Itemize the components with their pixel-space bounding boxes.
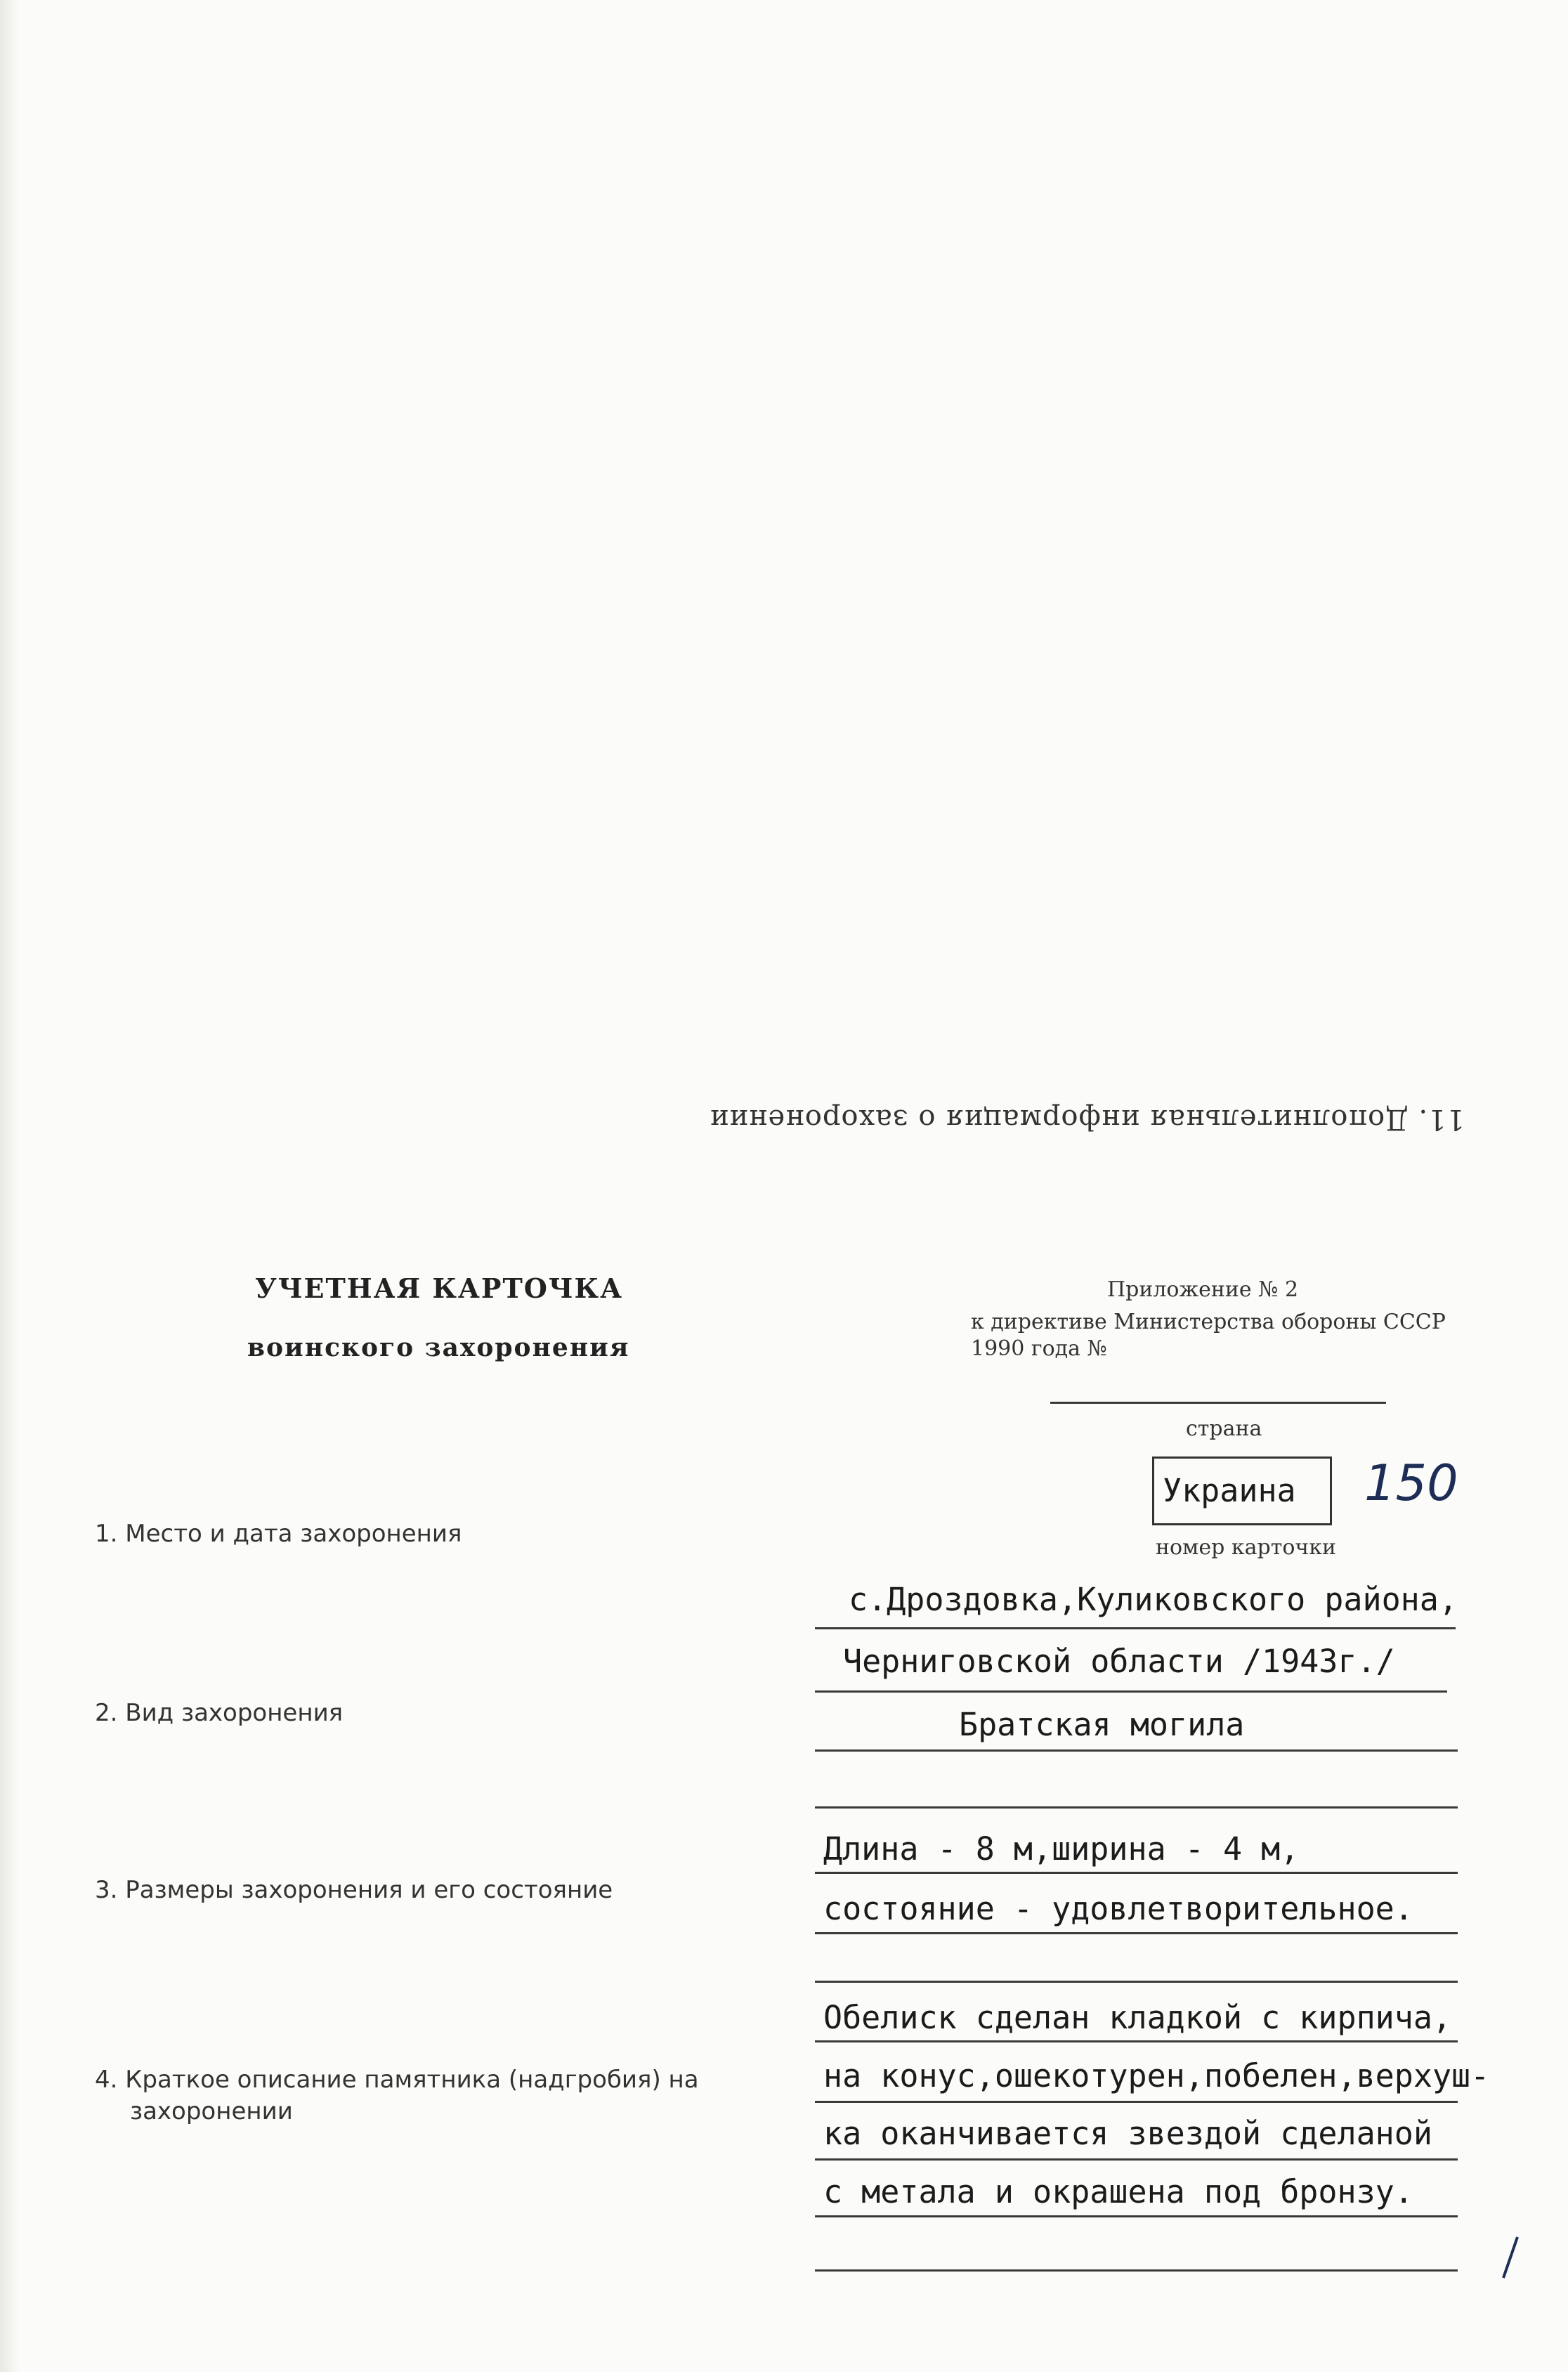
- field-place-date-line-2: Черниговской области /1943г./: [843, 1643, 1395, 1680]
- field-type-label: 2. Вид захоронения: [95, 1699, 344, 1727]
- field-size-line-2: состояние - удовлетворительное.: [823, 1890, 1413, 1927]
- country-value: Украина: [1163, 1472, 1296, 1509]
- field-monument-rule-3: [815, 2158, 1458, 2161]
- field-type-line-1: Братская могила: [959, 1706, 1245, 1743]
- field-monument-rule-1: [815, 2040, 1458, 2042]
- field-size-rule-2: [815, 1932, 1458, 1934]
- field-size-rule-1: [815, 1872, 1458, 1874]
- field-monument-rule-5: [815, 2269, 1458, 2272]
- field-monument-rule-4: [815, 2215, 1458, 2217]
- country-rule: [1050, 1402, 1386, 1404]
- paper-left-edge: [0, 0, 20, 2372]
- field-place-date-label: 1. Место и дата захоронения: [95, 1520, 462, 1548]
- field-monument-rule-2: [815, 2101, 1458, 2103]
- card-number-caption: номер карточки: [1156, 1535, 1336, 1560]
- field-type-rule-1: [815, 1749, 1458, 1752]
- field-monument-line-2: на конус,ошекотурен,побелен,верхуш-: [823, 2057, 1490, 2094]
- field-monument-label-line-1: 4. Краткое описание памятника (надгробия) на: [95, 2066, 699, 2094]
- handwritten-card-number: 150: [1364, 1454, 1458, 1512]
- appendix-year: 1990 года №: [971, 1336, 1107, 1361]
- appendix-number: Приложение № 2: [1107, 1277, 1299, 1302]
- reversed-section-heading: 11. Дополнительная информация о захоронении: [709, 1103, 1465, 1135]
- field-monument-line-1: Обелиск сделан кладкой с кирпича,: [823, 1999, 1452, 2036]
- country-caption: страна: [1186, 1416, 1262, 1441]
- card-title: УЧЕТНАЯ КАРТОЧКА: [255, 1272, 624, 1304]
- field-place-date-rule-2: [815, 1690, 1447, 1693]
- field-type-rule-2: [815, 1806, 1458, 1809]
- field-monument-line-3: ка оканчивается звездой сделаной: [823, 2115, 1432, 2152]
- field-place-date-line-1: с.Дроздовка,Куликовского района,: [849, 1581, 1458, 1618]
- field-place-date-rule-1: [815, 1627, 1456, 1629]
- field-size-label: 3. Размеры захоронения и его состояние: [95, 1876, 613, 1904]
- card-subtitle: воинского захоронения: [247, 1333, 630, 1362]
- field-monument-label-line-2: захоронении: [130, 2097, 293, 2125]
- field-size-rule-3: [815, 1981, 1458, 1983]
- appendix-directive: к директиве Министерства обороны СССР: [971, 1310, 1446, 1334]
- field-size-line-1: Длина - 8 м,ширина - 4 м,: [823, 1830, 1300, 1868]
- pen-tick-mark: [1496, 2234, 1524, 2283]
- field-monument-line-4: с метала и окрашена под бронзу.: [823, 2173, 1413, 2210]
